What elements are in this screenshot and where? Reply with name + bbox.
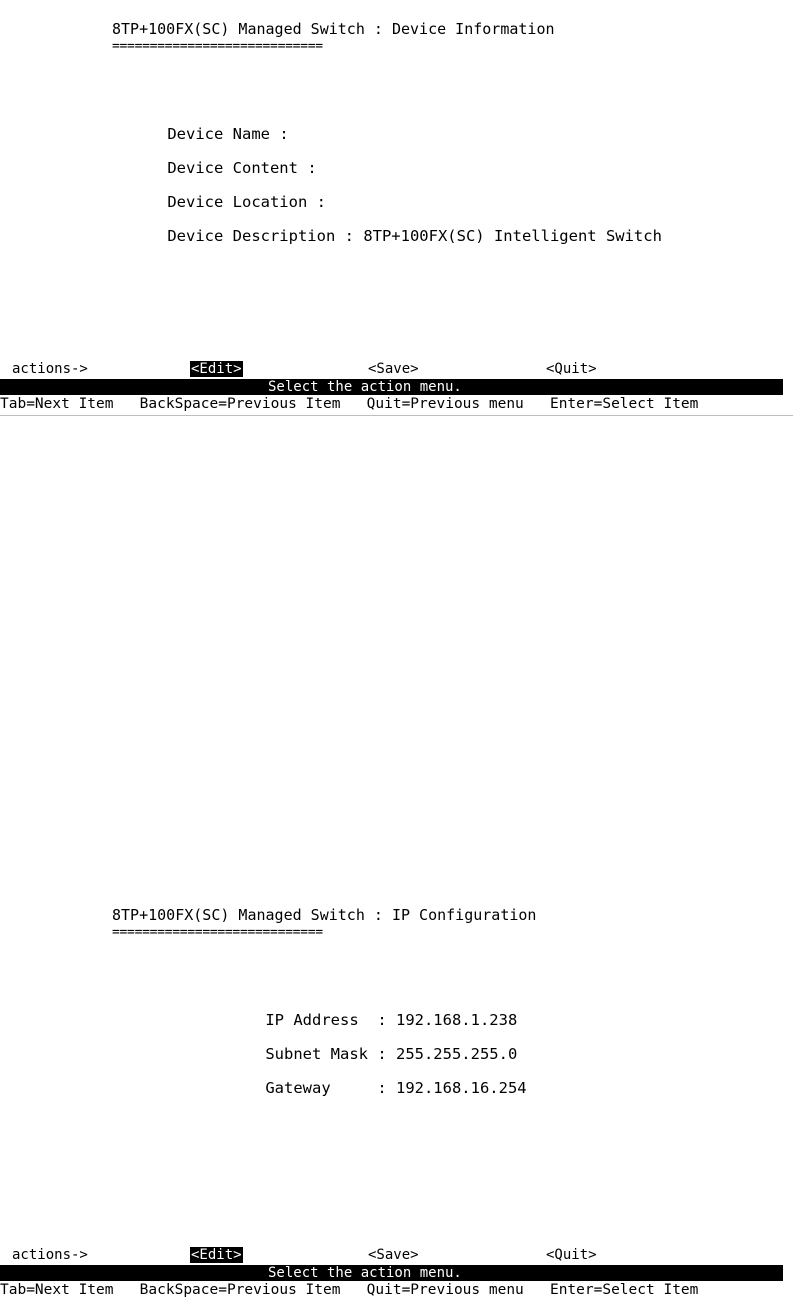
page-title: 8TP+100FX(SC) Managed Switch : IP Configuration	[112, 906, 537, 924]
status-bar	[0, 1265, 783, 1281]
edit-action[interactable]: <Edit>	[191, 1247, 242, 1263]
page-title: 8TP+100FX(SC) Managed Switch : Device Information	[112, 20, 555, 38]
gateway-field[interactable]	[228, 1058, 527, 1118]
title-underline: ============================	[112, 925, 323, 940]
device-information-screen	[0, 0, 793, 416]
status-bar	[0, 379, 783, 395]
save-action[interactable]: <Save>	[368, 1247, 419, 1263]
status-message: Select the action menu.	[268, 379, 462, 395]
device-description-field[interactable]	[130, 206, 662, 266]
field-value[interactable]: 8TP+100FX(SC) Intelligent Switch	[363, 227, 662, 245]
field-colon: :	[367, 1079, 396, 1097]
key-help-line: Tab=Next Item BackSpace=Previous Item Quit=Previous menu Enter=Select Item	[0, 1282, 699, 1298]
field-label: Device Location	[167, 193, 308, 211]
edit-action[interactable]: <Edit>	[191, 361, 242, 377]
field-colon: :	[269, 125, 298, 143]
field-value[interactable]: 255.255.255.0	[395, 1045, 518, 1063]
field-label: Subnet Mask	[265, 1045, 368, 1063]
save-action[interactable]: <Save>	[368, 361, 419, 377]
quit-action[interactable]: <Quit>	[546, 1247, 597, 1263]
actions-label: actions->	[12, 361, 88, 377]
field-label: Gateway	[265, 1079, 368, 1097]
field-colon: :	[307, 193, 336, 211]
field-colon: :	[367, 1045, 396, 1063]
field-value[interactable]: 192.168.16.254	[395, 1079, 527, 1097]
field-colon: :	[367, 1011, 396, 1029]
field-label: Device Name	[167, 125, 270, 143]
field-label: Device Content	[167, 159, 298, 177]
field-label: Device Description	[167, 227, 336, 245]
title-underline: ============================	[112, 39, 323, 54]
field-value[interactable]: 192.168.1.238	[395, 1011, 518, 1029]
field-colon: :	[335, 227, 364, 245]
ip-configuration-screen	[0, 886, 793, 1300]
field-colon: :	[297, 159, 326, 177]
status-message: Select the action menu.	[268, 1265, 462, 1281]
actions-label: actions->	[12, 1247, 88, 1263]
field-label: IP Address	[265, 1011, 368, 1029]
screen-divider	[0, 415, 793, 416]
key-help-line: Tab=Next Item BackSpace=Previous Item Quit=Previous menu Enter=Select Item	[0, 396, 699, 412]
quit-action[interactable]: <Quit>	[546, 361, 597, 377]
